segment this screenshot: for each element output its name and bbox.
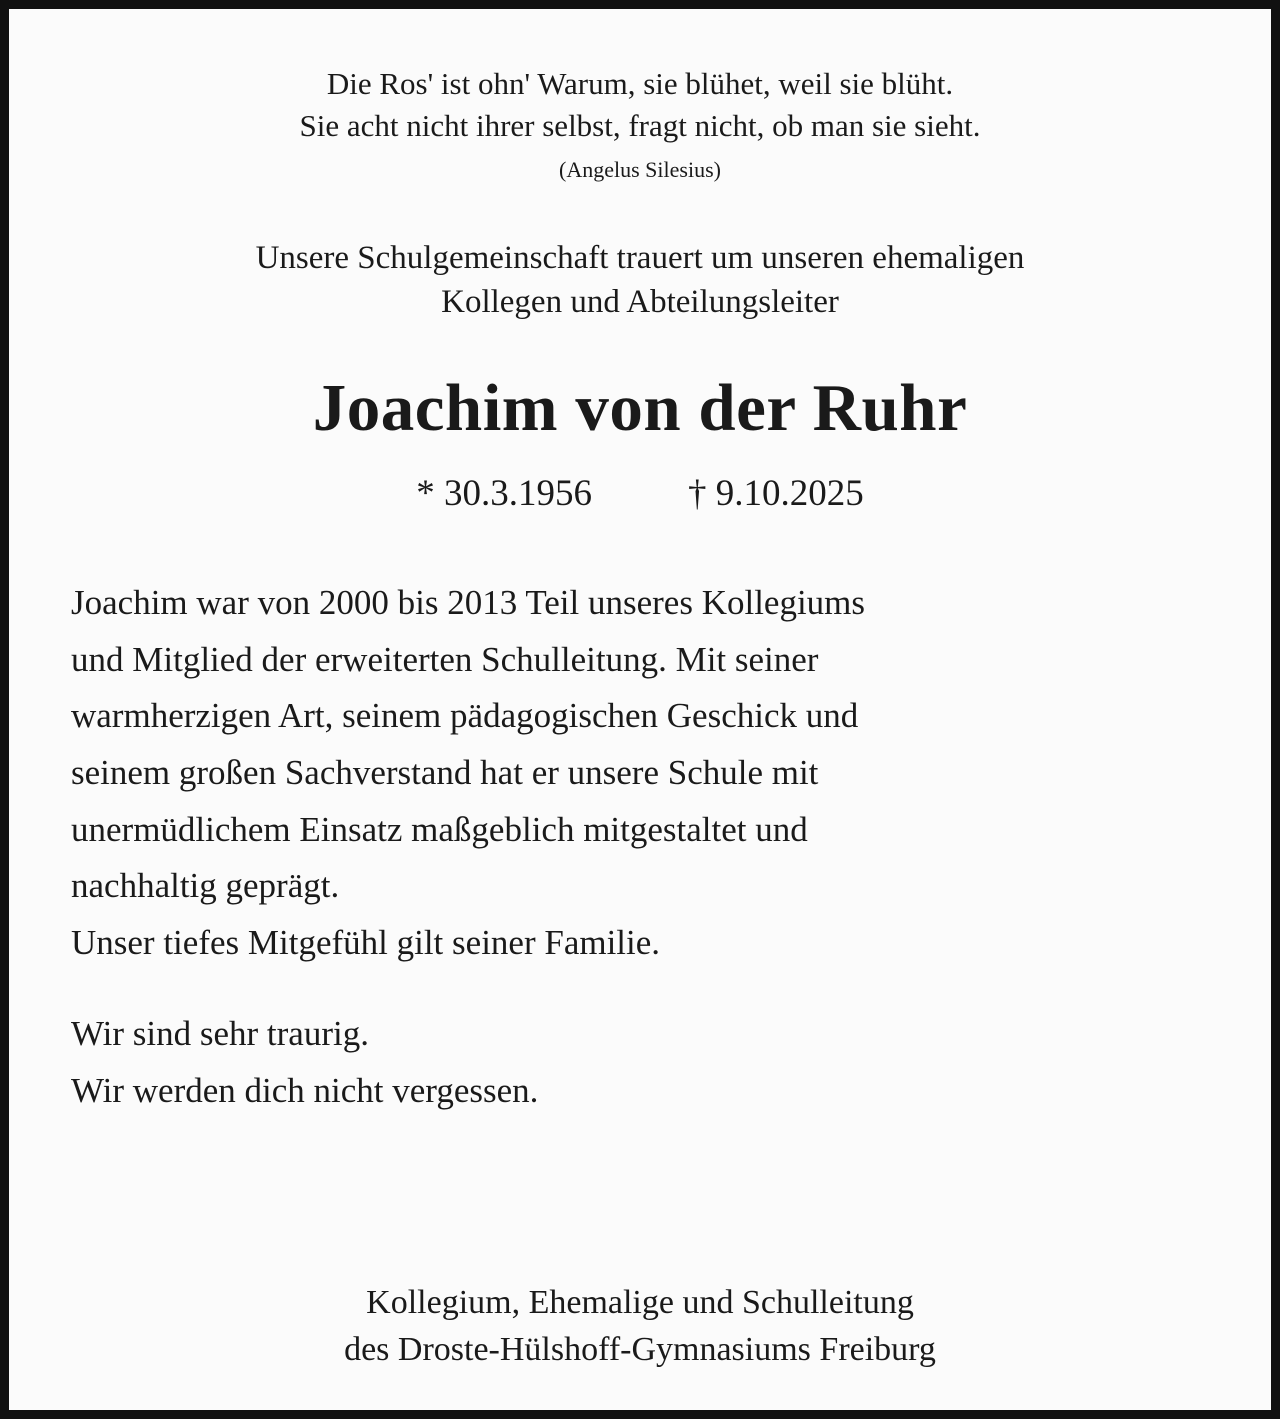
poem-line-1: Die Ros' ist ohn' Warum, sie blühet, weil sie blüht. bbox=[326, 66, 954, 101]
birth-date: * 30.3.1956 bbox=[416, 473, 592, 514]
closing-line-1: Wir sind sehr traurig. bbox=[71, 1013, 369, 1053]
signature-line-2: des Droste-Hülshoff-Gymnasiums Freiburg bbox=[344, 1331, 936, 1369]
intro-line-2: Kollegen und Abteilungsleiter bbox=[441, 283, 839, 320]
intro-line-1: Unsere Schulgemeinschaft trauert um unseren ehemaligen bbox=[255, 240, 1025, 277]
closing-line-2: Wir werden dich nicht vergessen. bbox=[71, 1070, 539, 1110]
poem-line-2: Sie acht nicht ihrer selbst, fragt nicht, ob man sie sieht. bbox=[299, 108, 981, 144]
tribute-line-7: Unser tiefes Mitgefühl gilt seiner Familie. bbox=[71, 923, 661, 963]
tribute-line-5: unermüdlichem Einsatz maßgeblich mitgestaltet und bbox=[71, 809, 808, 849]
paragraph-gap bbox=[71, 972, 1209, 1006]
tribute-text bbox=[71, 575, 1209, 1119]
death-date: † 9.10.2025 bbox=[688, 473, 864, 514]
poem-source: (Angelus Silesius) bbox=[559, 157, 721, 183]
tribute-line-6: nachhaltig geprägt. bbox=[71, 866, 340, 906]
life-dates bbox=[71, 472, 1209, 515]
tribute-line-3: warmherzigen Art, seinem pädagogischen Geschick und bbox=[71, 696, 859, 736]
signature-block bbox=[71, 1280, 1209, 1374]
signature-line-1: Kollegium, Ehemalige und Schulleitung bbox=[366, 1284, 914, 1322]
poem-quote bbox=[71, 63, 1209, 185]
tribute-line-4: seinem großen Sachverstand hat er unsere Schule mit bbox=[71, 753, 819, 793]
deceased-name: Joachim von der Ruhr bbox=[312, 371, 968, 446]
tribute-line-2: und Mitglied der erweiterten Schulleitung. Mit seiner bbox=[71, 639, 819, 679]
intro-text bbox=[71, 237, 1209, 324]
tribute-line-1: Joachim war von 2000 bis 2013 Teil unseres Kollegiums bbox=[71, 583, 866, 622]
